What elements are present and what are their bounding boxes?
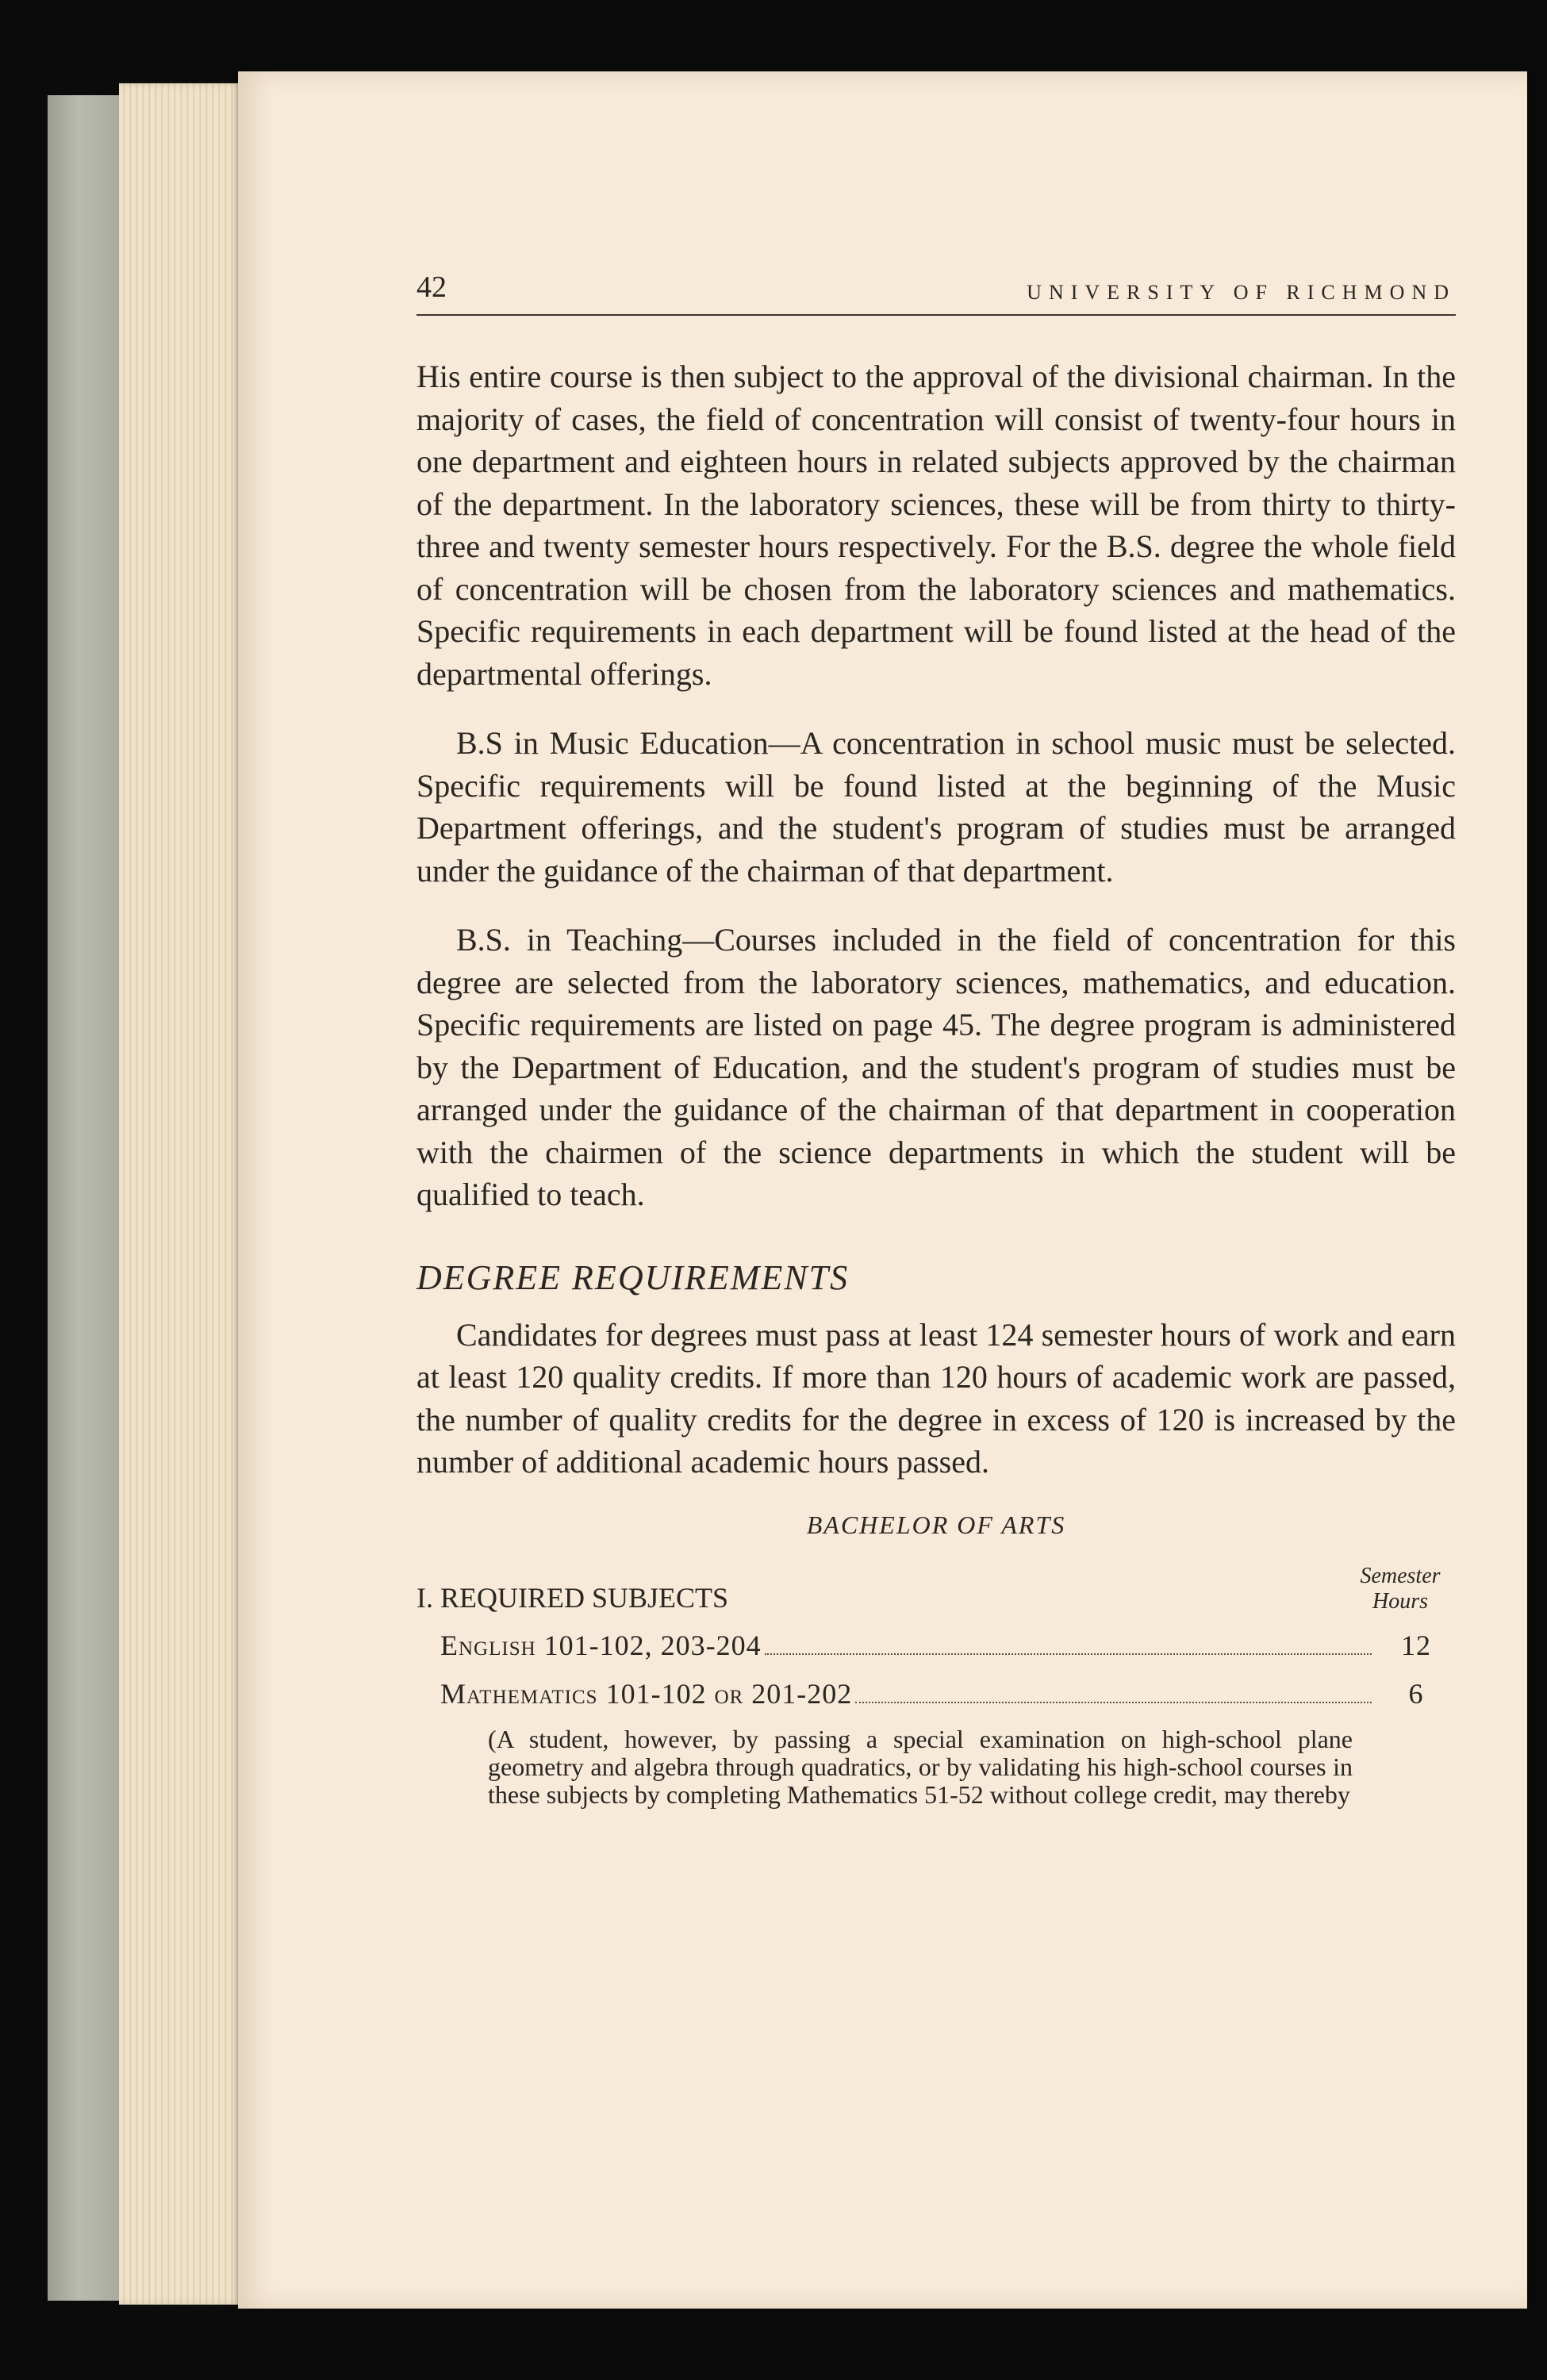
- requirement-row-mathematics: [440, 1677, 1456, 1711]
- paragraph-music-education: B.S in Music Education—A concentration in school music must be selected. Specific requirements will be found listed at the beginning of the Music Department offerings, and the student's program of studies must be arranged under the guidance of the chairman of that department.: [416, 725, 1456, 889]
- page-content: [416, 270, 1456, 1809]
- required-subjects-label: I. REQUIRED SUBJECTS: [416, 1581, 729, 1614]
- paragraph-teaching: B.S. in Teaching—Courses included in the field of concentration for this degree are selected from the laboratory sciences, mathematics, and education. Specific requirements are listed on page 45. The degree program is administered by the Department of Education, and the student's program of studies must be arranged under the guidance of the chairman of that department in cooperation with the chairmen of the science departments in which the student will be qualified to teach.: [416, 922, 1456, 1212]
- book-page: [238, 71, 1527, 2309]
- hours-column-line2: Hours: [1372, 1588, 1428, 1614]
- paragraph-concentration: His entire course is then subject to the approval of the divisional chairman. In the majority of cases, the field of concentration will consist of twenty-four hours in one department and eighteen hours in related subjects approved by the chairman of the department. In the laboratory sciences, these will be from thirty to thirty-three and twenty semester hours respectively. For the B.S. degree the whole field of concentration will be chosen from the laboratory sciences and mathematics. Specific requirements in each department will be found listed at the head of the departmental offerings.: [416, 359, 1456, 692]
- paragraph-degree-requirements: Candidates for degrees must pass at least 124 semester hours of work and earn at least 120 quality credits. If more than 120 hours of academic work are passed, the number of quality credits for the degree in excess of 120 is increased by the number of additional academic hours passed.: [416, 1316, 1456, 1480]
- running-title: UNIVERSITY OF RICHMOND: [1027, 281, 1456, 304]
- subject-hours: 6: [1408, 1677, 1424, 1710]
- page-number: 42: [416, 271, 447, 304]
- required-subjects-header: [416, 1564, 1456, 1614]
- requirement-row-english: [440, 1629, 1456, 1663]
- subject-name: English 101-102, 203-204: [440, 1629, 762, 1661]
- subject-name: Mathematics 101-102 or 201-202: [440, 1677, 853, 1710]
- dot-leader: [855, 1702, 1372, 1703]
- section-heading: DEGREE REQUIREMENTS: [416, 1257, 850, 1297]
- running-head: [416, 270, 1456, 316]
- bachelor-heading: BACHELOR OF ARTS: [806, 1510, 1066, 1539]
- dot-leader: [765, 1653, 1372, 1655]
- mathematics-note: (A student, however, by passing a special examination on high-school plane geometry and algebra through quadratics, or by validating his high-school courses in these subjects by completing Mathematics 51-52 without college credit, may thereby: [488, 1724, 1353, 1809]
- subject-hours: 12: [1401, 1629, 1431, 1661]
- book-spine: [48, 95, 127, 2301]
- hours-column-header: [1345, 1564, 1456, 1614]
- page-edges: [119, 83, 246, 2305]
- hours-column-line1: Semester: [1360, 1563, 1441, 1588]
